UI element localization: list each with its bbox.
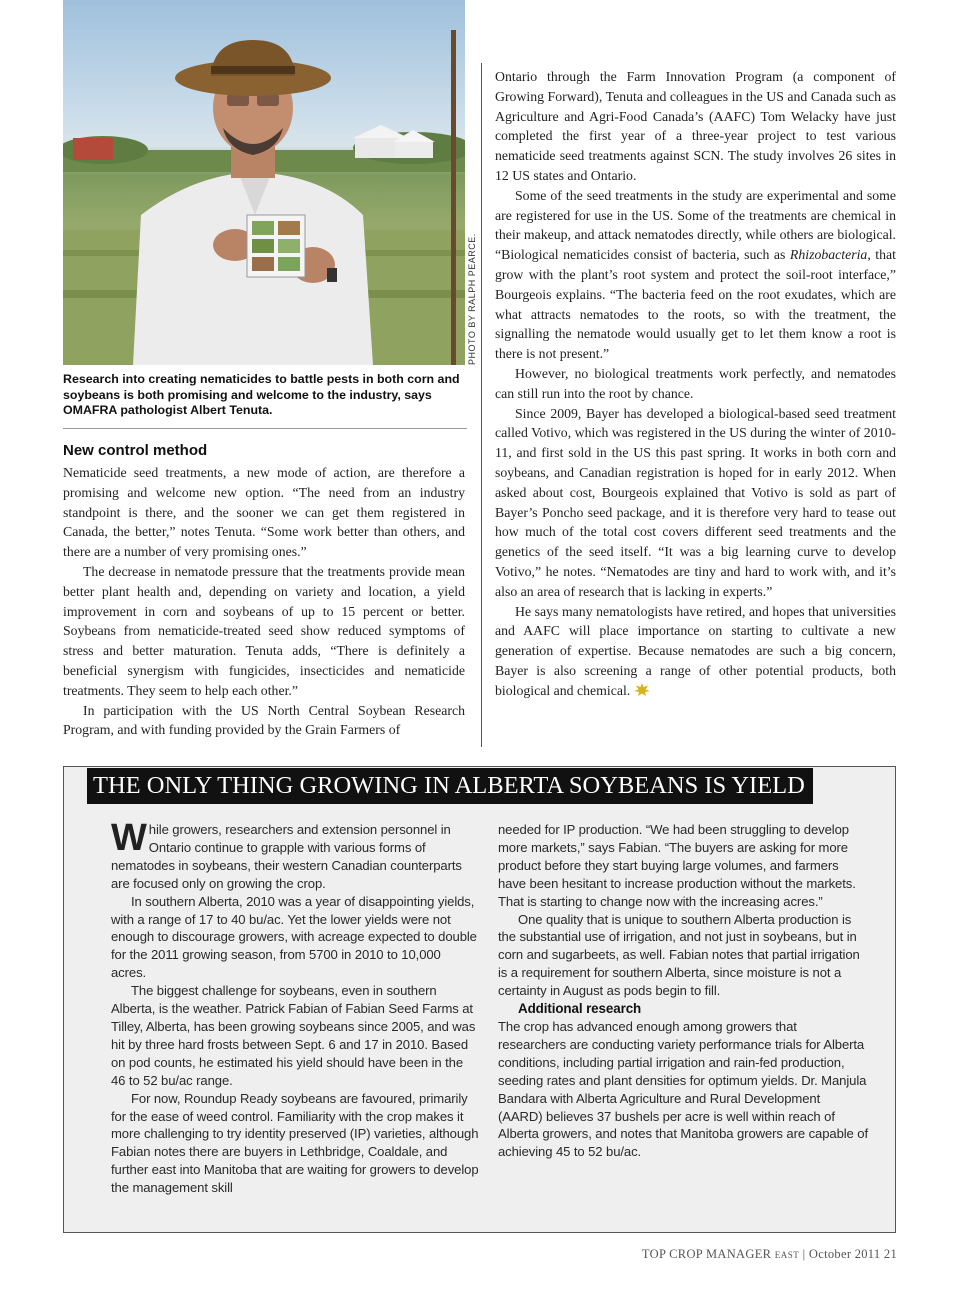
leaf-end-mark-icon (634, 683, 650, 697)
paragraph: needed for IP production. “We had been struggling to develop more markets,” says Fabian. “The buyers are asking for more product before they start buying large volumes, and farmers have been hesitant to increase production without the markets. That is starting to change now with the increasing acres.” (498, 822, 856, 909)
photo-credit: PHOTO BY RALPH PEARCE. (467, 233, 477, 365)
right-column (495, 67, 896, 701)
footer-separator: | (802, 1247, 806, 1261)
sidebar-title: THE ONLY THING GROWING IN ALBERTA SOYBEANS IS YIELD (87, 768, 813, 804)
sidebar-box-alberta-soybeans (63, 766, 896, 1233)
paragraph: Nematicide seed treatments, a new mode of action, are therefore a promising and welcome new option. “The need from an industry standpoint is there, and the sooner we can get them registered in Canada, the better,” notes Tenuta. “Some work better than others, and there are a number of very promising ones.” (63, 465, 465, 560)
paragraph: The decrease in nematode pressure that the treatments provide mean better plant health and, depending on variety and location, a yield improvement in corn and soybeans of up to 15 percent or better. Soybeans from nematicide-treated seed show reduced symptoms of stress and better maturation. Tenuta adds, “There is definitely a beneficial synergism with fungicides, insecticides and nematicide treatments. They seem to help each other.” (63, 563, 465, 698)
sidebar-subheading: Additional research (518, 1001, 642, 1017)
photo-illustration (63, 0, 465, 365)
paragraph-final (495, 602, 896, 701)
magazine-name: TOP CROP MANAGER (641, 1247, 772, 1261)
paragraph: For now, Roundup Ready soybeans are favoured, primarily for the ease of weed control. Familiarity with the crop makes it more challenging to try identity preserved (IP) varieties, although Fabian notes there are buyers in Lethbridge, Coaldale, and further east into Manitoba that are waiting for growers to develop the management skill (111, 1090, 479, 1196)
drop-cap: W (111, 817, 147, 859)
paragraph: Since 2009, Bayer has developed a biological-based seed treatment called Votivo, which was registered in the US during the winter of 2010-11, and first sold in the US this past spring. It works in both corn and soybeans, and Canadian registration is hoped for in early 2012. When asked about cost, Bourgeois explained that Votivo is sold as part of Bayer’s Poncho seed package, and it is therefore very hard to tease out how much of the total cost covers different seed treatments and the genetics of the seed itself. “It was a big learning curve to develop Votivo,” he notes. “Nematodes are tiny and hard to work with, and it’s also an area of research that is lacking in experts.” (495, 405, 896, 599)
paragraph: The crop has advanced enough among growers that researchers are conducting variety performance trials for Alberta conditions, including partial irrigation and rain-fed production, seeding rates and plant densities for optimum yields. Dr. Manjula Bandara with Alberta Agriculture and Rural Development (AARD) believes 37 bushels per acre is well within reach of Alberta growers, and notes that Manitoba growers are capable of achieving 45 to 52 bu/ac. (498, 1018, 868, 1160)
photo-caption: Research into creating nematicides to battle pests in both corn and soybeans is both promising and welcome to the industry, says OMAFRA pathologist Albert Tenuta. (63, 372, 460, 417)
paragraph: In southern Alberta, 2010 was a year of disappointing yields, with a range of 17 to 40 bu/ac. Yet the lower yields were not enough to discourage growers, with acreage expected to double for the 2011 growing season, from 5700 in 2010 to 10,000 acres. (111, 893, 477, 981)
sidebar-lead-paragraph (111, 817, 479, 893)
text-span: hile growers, researchers and extension personnel in Ontario continue to grapple with various forms of nematodes in soybeans, their western Canadian counterparts are focused only on growing the crop. (111, 822, 462, 891)
text-span: He says many nematologists have retired, and hopes that universities and AAFC will place importance on starting to cultivate a new generation of expertise. Because nematodes are such a big concern, Bayer is also screening a range of other potential products, both biological and chemical. (495, 603, 896, 698)
paragraph: Ontario through the Farm Innovation Program (a component of Growing Forward), Tenuta and colleagues in the US and Canada such as Agriculture and Agri-Food Canada’s (AAFC) Tom Welacky have just completed the first year of a three-year project to test various nematicide seed treatments against SCN. The study involves 26 sites in 12 US states and Ontario. (495, 69, 896, 183)
caption-divider (63, 428, 467, 429)
magazine-edition: EAST (774, 1250, 800, 1260)
paragraph: One quality that is unique to southern Alberta production is the substantial use of irrigation, and not just in soybeans, but in corn and sugarbeets, as well. Fabian notes that partial irrigation is a requirement for southern Alberta, since moisture is not a certainty in August as pods begin to fill. (498, 911, 860, 999)
sidebar-left-column (111, 817, 479, 1197)
text-span: Some of the seed treatments in the study are experimental and some are registered for use in the US. Some of the treatments are chemical in their makeup, and attack nematodes directly, while others are biological. “Biological nematicides consist of bacteria, such as (495, 187, 896, 263)
page-footer (642, 1247, 897, 1262)
italic-term: Rhizobacteria (789, 247, 868, 263)
paragraph: The biggest challenge for soybeans, even in southern Alberta, is the weather. Patrick Fabian of Fabian Seed Farms at Tilley, Alberta, has been growing soybeans since 2005, and was hit by three hard frosts between Sept. 6 and 17 in 2010. Based on pod counts, he estimated his yield should have been in the 46 to 52 bu/ac range. (111, 983, 476, 1088)
issue-date: October 2011 (808, 1247, 881, 1261)
paragraph-with-italic (495, 186, 896, 364)
sidebar-right-column (498, 821, 868, 1161)
photo-albert-tenuta (63, 0, 465, 365)
page-number: 21 (883, 1247, 897, 1261)
paragraph: In participation with the US North Central Soybean Research Program, and with funding provided by the Grain Farmers of (63, 702, 465, 738)
text-span: , that grow with the plant’s root system and protect the soil-root interface,” Bourgeois explains. “The bacteria feed on the root exudates, which are what attracts nematodes to the roots, so with the treatment, the signalling the nematode would usually get to let them know a root is there is not present.” (495, 247, 896, 362)
column-divider (481, 63, 482, 747)
paragraph: However, no biological treatments work perfectly, and nematodes can still run into the root by chance. (495, 365, 896, 401)
section-heading-new-control-method: New control method (63, 442, 208, 459)
left-column (63, 463, 465, 740)
